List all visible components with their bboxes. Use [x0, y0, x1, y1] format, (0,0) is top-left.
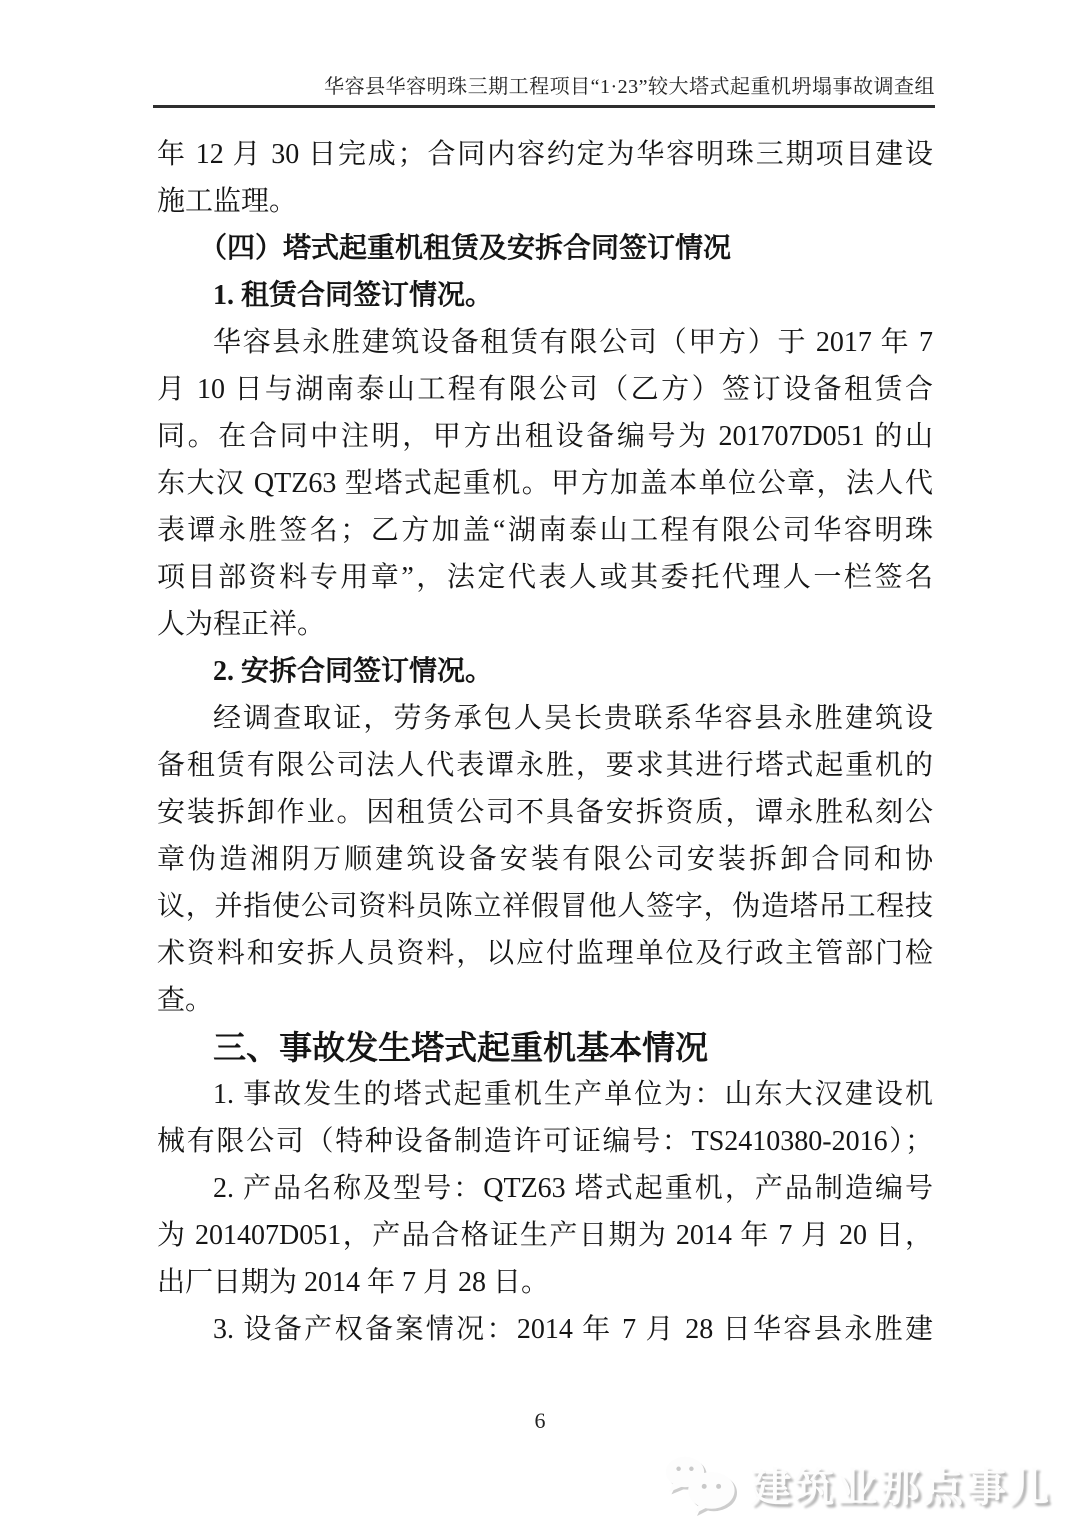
text-line: 备租赁有限公司法人代表谭永胜，要求其进行塔式起重机的 — [157, 750, 933, 781]
text-line: 月 10 日与湖南泰山工程有限公司（乙方）签订设备租赁合 — [157, 374, 933, 405]
text-line: 年 12 月 30 日完成；合同内容约定为华容明珠三期项目建设 — [157, 139, 933, 170]
text-line: 东大汉 QTZ63 型塔式起重机。甲方加盖本单位公章，法人代 — [157, 468, 933, 499]
text-line: 议，并指使公司资料员陈立祥假冒他人签字，伪造塔吊工程技 — [157, 891, 933, 922]
text-line: 同。在合同中注明，甲方出租设备编号为 201707D051 的山 — [157, 421, 933, 452]
text-line: 华容县永胜建筑设备租赁有限公司（甲方）于 2017 年 7 — [213, 327, 933, 358]
text-line: 人为程正祥。 — [157, 609, 326, 640]
text-line: 章伪造湘阴万顺建筑设备安装有限公司安装拆卸合同和协 — [157, 844, 933, 875]
text-line: 表谭永胜签名；乙方加盖“湖南泰山工程有限公司华容明珠 — [157, 515, 933, 546]
wechat-chat-bubbles-icon — [661, 1452, 741, 1516]
text-line: 械有限公司（特种设备制造许可证编号：TS2410380-2016）； — [157, 1126, 933, 1157]
text-line: 查。 — [157, 985, 214, 1016]
text-line: 施工监理。 — [157, 186, 298, 217]
text-line: 出厂日期为 2014 年 7 月 28 日。 — [157, 1267, 550, 1298]
page-number: 6 — [534, 1408, 546, 1433]
running-header-title: 华容县华容明珠三期工程项目“1·23”较大塔式起重机坍塌事故调查组 — [324, 76, 935, 98]
text-line: 2. 安拆合同签订情况。 — [213, 656, 494, 687]
text-line: 2. 产品名称及型号：QTZ63 塔式起重机，产品制造编号 — [213, 1173, 933, 1204]
text-line: 经调查取证，劳务承包人吴长贵联系华容县永胜建筑设 — [213, 703, 933, 734]
text-line: 项目部资料专用章”，法定代表人或其委托代理人一栏签名 — [157, 562, 933, 593]
text-line: 为 201407D051，产品合格证生产日期为 2014 年 7 月 20 日， — [157, 1220, 933, 1251]
document-body — [157, 131, 933, 1353]
text-line: （四）塔式起重机租赁及安拆合同签订情况 — [199, 233, 732, 264]
text-line: 3. 设备产权备案情况：2014 年 7 月 28 日华容县永胜建 — [213, 1314, 933, 1345]
text-line: 三、事故发生塔式起重机基本情况 — [213, 1029, 709, 1066]
running-header — [153, 70, 935, 108]
text-line: 1. 事故发生的塔式起重机生产单位为：山东大汉建设机 — [213, 1079, 933, 1110]
watermark-label: 建筑业那点事儿 — [751, 1465, 1052, 1510]
text-line: 1. 租赁合同签订情况。 — [213, 280, 494, 311]
text-line: 术资料和安拆人员资料，以应付监理单位及行政主管部门检 — [157, 938, 933, 969]
watermark-logo — [661, 1452, 1052, 1516]
text-line: 安装拆卸作业。因租赁公司不具备安拆资质，谭永胜私刻公 — [157, 797, 933, 828]
